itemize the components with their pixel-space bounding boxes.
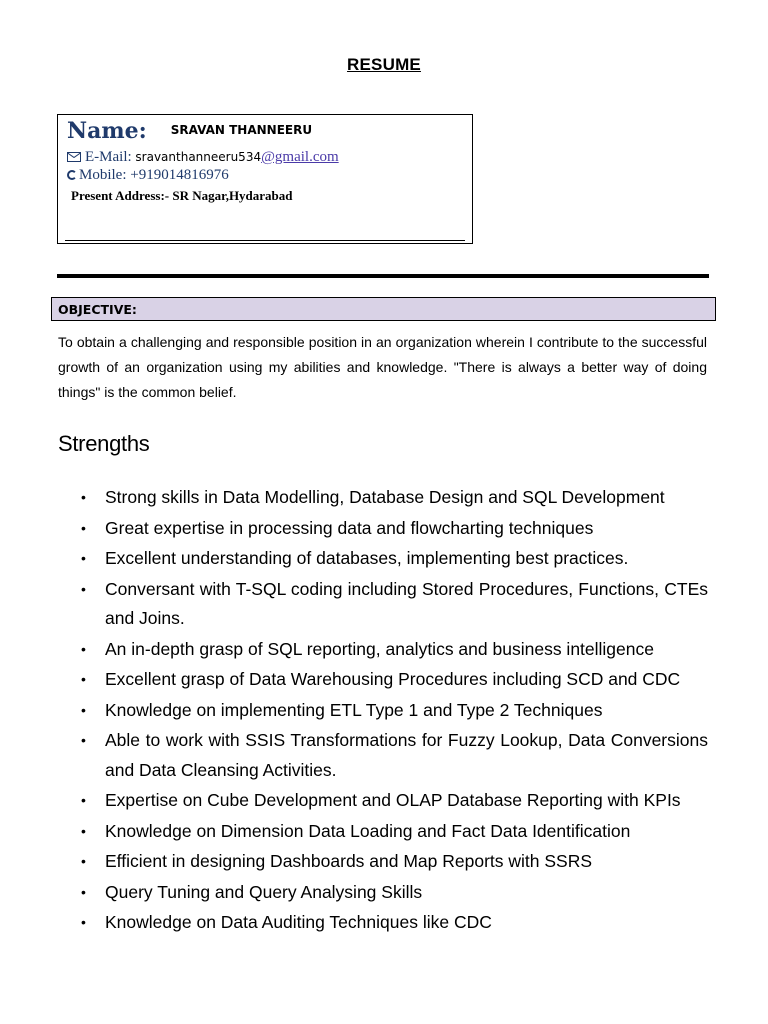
- strengths-heading: Strengths: [58, 431, 150, 456]
- list-item: • Knowledge on Dimension Data Loading and Fact Data Identification: [58, 817, 708, 847]
- list-item: • Great expertise in processing data and flowcharting techniques: [58, 514, 708, 544]
- contact-box-underline: [65, 240, 465, 241]
- bullet-icon: •: [81, 853, 86, 869]
- phone-icon: [67, 170, 77, 180]
- email-label: E-Mail:: [85, 149, 132, 165]
- list-item: • Expertise on Cube Development and OLAP Database Reporting with KPIs: [58, 786, 708, 816]
- bullet-icon: •: [81, 671, 86, 687]
- objective-heading: OBJECTIVE:: [58, 302, 137, 317]
- name-label: Name:: [67, 118, 147, 144]
- name-row: [67, 118, 312, 144]
- list-item: • Excellent understanding of databases, implementing best practices.: [58, 544, 708, 574]
- bullet-icon: •: [81, 489, 86, 505]
- list-item: • An in-depth grasp of SQL reporting, analytics and business intelligence: [58, 635, 708, 665]
- name-value: SRAVAN THANNEERU: [170, 123, 313, 137]
- list-item: • Knowledge on Data Auditing Techniques like CDC: [58, 908, 708, 938]
- bullet-icon: •: [81, 792, 86, 808]
- document-title: RESUME: [347, 55, 421, 74]
- list-item: • Strong skills in Data Modelling, Database Design and SQL Development: [58, 483, 708, 513]
- objective-heading-bar: [51, 297, 716, 321]
- email-link[interactable]: @gmail.com: [261, 149, 339, 165]
- bullet-icon: •: [81, 732, 86, 748]
- mobile-value: +919014816976: [130, 167, 229, 183]
- list-item: • Efficient in designing Dashboards and Map Reports with SSRS: [58, 847, 708, 877]
- bullet-icon: •: [81, 550, 86, 566]
- bullet-icon: •: [81, 701, 86, 718]
- address-label: Present Address:-: [71, 188, 170, 203]
- objective-text: To obtain a challenging and responsible position in an organization wherein I contribute to the successful growth of an organization using my abilities and knowledge. "There is always a better way of doing things" is the common belief.: [58, 334, 707, 400]
- bullet-icon: •: [81, 519, 86, 536]
- bullet-icon: •: [81, 822, 86, 839]
- contact-box: [57, 114, 473, 244]
- strengths-list: [58, 483, 708, 939]
- list-item: • Conversant with T-SQL coding including Stored Procedures, Functions, CTEs and Joins.: [58, 575, 708, 634]
- address-value: SR Nagar,Hydarabad: [172, 188, 293, 203]
- section-divider: [57, 274, 709, 278]
- bullet-icon: •: [81, 580, 86, 597]
- email-row: [67, 149, 339, 166]
- list-item: • Excellent grasp of Data Warehousing Procedures including SCD and CDC: [58, 665, 708, 695]
- address-row: [71, 188, 293, 204]
- bullet-icon: •: [81, 640, 86, 657]
- mobile-label: Mobile:: [79, 167, 127, 183]
- mail-icon: [67, 152, 81, 162]
- list-item: • Able to work with SSIS Transformations for Fuzzy Lookup, Data Conversions and Data Cleansing Activities.: [58, 726, 708, 785]
- bullet-icon: •: [81, 883, 86, 900]
- list-item: • Knowledge on implementing ETL Type 1 and Type 2 Techniques: [58, 696, 708, 726]
- bullet-icon: •: [81, 914, 86, 930]
- mobile-row: [67, 167, 229, 184]
- email-user: sravanthanneeru534: [135, 150, 262, 164]
- list-item: • Query Tuning and Query Analysing Skills: [58, 878, 708, 908]
